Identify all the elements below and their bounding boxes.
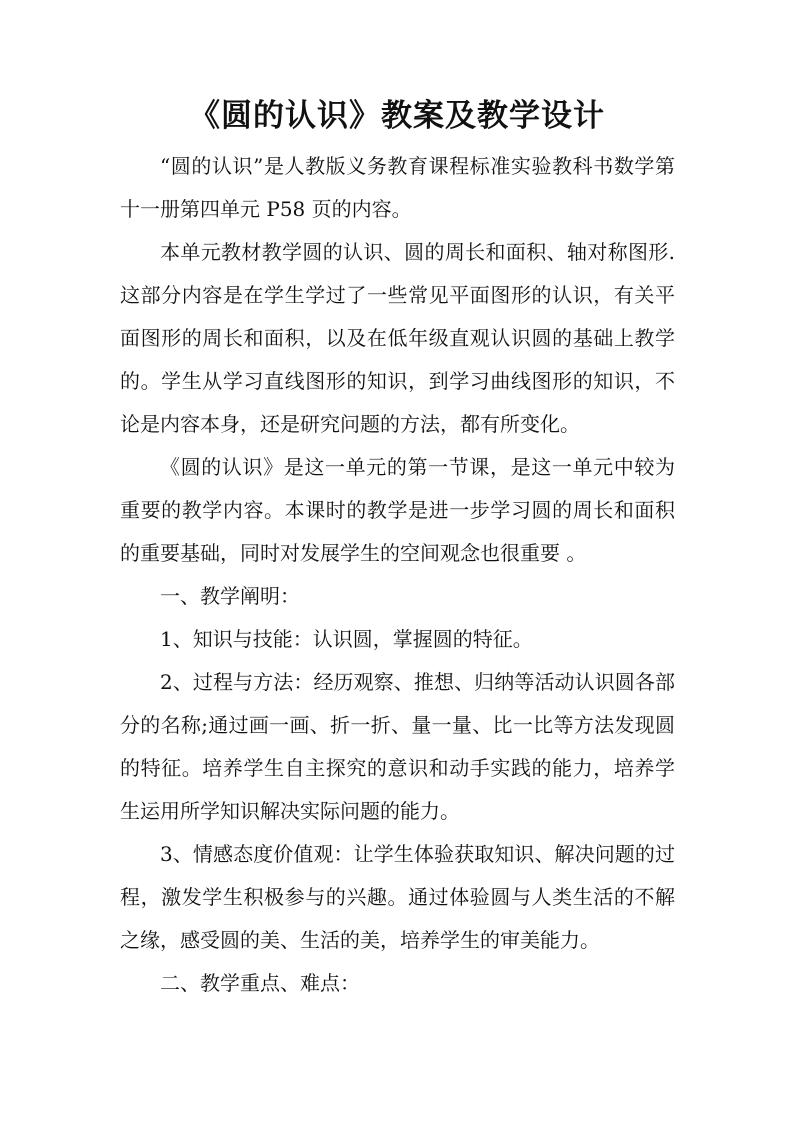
paragraph-lesson-position: 《圆的认识》是这一单元的第一节课，是这一单元中较为重要的教学内容。本课时的教学是进一步学习圆的周长和面积的重要基础，同时对发展学生的空间观念也很重要 。 — [120, 455, 675, 565]
objective-process-methods: 2、过程与方法：经历观察、推想、归纳等活动认识圆各部分的名称;通过画一画、折一折、量一量、比一比等方法发现圆的特征。培养学生自主探究的意识和动手实践的能力，培养学生运用所学知识解决实际问题的能力。 — [120, 670, 675, 823]
document-title: 《圆的认识》教案及教学设计 — [189, 98, 605, 134]
document-body — [120, 145, 675, 1005]
objective-emotion-attitude: 3、情感态度价值观：让学生体验获取知识、解决问题的过程，激发学生积极参与的兴趣。通过体验圆与人类生活的不解之缘，感受圆的美、生活的美，培养学生的审美能力。 — [120, 842, 675, 952]
paragraph-unit-overview: 本单元教材教学圆的认识、圆的周长和面积、轴对称图形.这部分内容是在学生学过了一些常见平面图形的认识，有关平面图形的周长和面积，以及在低年级直观认识圆的基础上教学的。学生从学习直线图形的知识，到学习曲线图形的知识，不论是内容本身，还是研究问题的方法，都有所变化。 — [120, 240, 675, 436]
section-heading-objectives: 一、教学阐明： — [160, 584, 300, 608]
objective-knowledge-skills: 1、知识与技能：认识圆，掌握圆的特征。 — [160, 627, 533, 651]
paragraph-intro: “圆的认识”是人教版义务教育课程标准实验教科书数学第十一册第四单元 P58 页的内容。 — [120, 154, 675, 221]
section-heading-key-points: 二、教学重点、难点： — [160, 971, 360, 995]
